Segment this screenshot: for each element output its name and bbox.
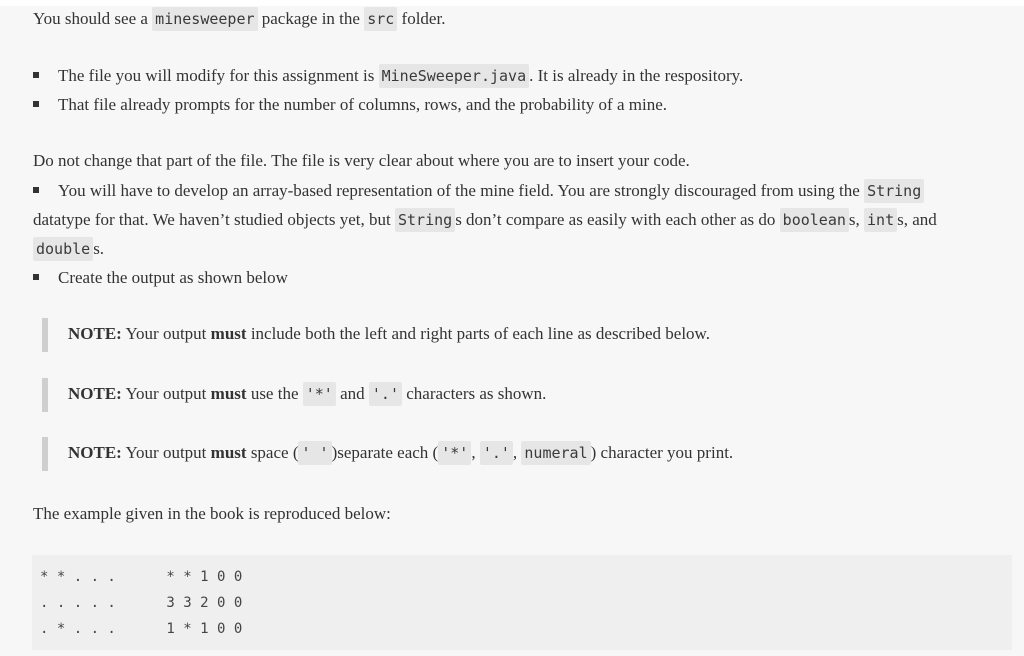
paragraph-do-not-change: Do not change that part of the file. The file is very clear about where you are to insert your code. bbox=[33, 151, 690, 170]
inline-code-boolean: boolean bbox=[780, 208, 849, 232]
code-line: * * . . . * * 1 0 0 bbox=[40, 569, 243, 585]
inline-code-numeral: numeral bbox=[521, 441, 590, 465]
list-item-array-representation-line3: double s. bbox=[33, 239, 104, 259]
bullet-icon bbox=[33, 101, 39, 107]
note-callout bbox=[42, 318, 710, 352]
inline-code-int: int bbox=[864, 208, 897, 232]
top-strip bbox=[0, 0, 1024, 6]
inline-code-star: '*' bbox=[438, 441, 471, 465]
inline-code-src: src bbox=[364, 7, 397, 31]
code-line: . * . . . 1 * 1 0 0 bbox=[40, 621, 243, 637]
inline-code-dot: '.' bbox=[480, 441, 513, 465]
inline-code-string: String bbox=[864, 179, 924, 203]
bullet-icon bbox=[33, 187, 39, 193]
bullet-icon bbox=[33, 274, 39, 280]
list-item-file-to-modify: The file you will modify for this assignment is MineSweeper.java . It is already in the respository. bbox=[58, 66, 743, 86]
inline-code-string: String bbox=[395, 208, 455, 232]
inline-code-star: '*' bbox=[303, 382, 336, 406]
note-text: NOTE: Your output must space ( ' ' )separate each ( '*' , '.' , numeral ) character you print. bbox=[68, 443, 733, 463]
list-item-array-representation: You will have to develop an array-based representation of the mine field. You are strongly discouraged from using the String bbox=[58, 181, 924, 201]
bullet-icon bbox=[33, 72, 39, 78]
inline-code-double: double bbox=[33, 237, 93, 261]
example-intro: The example given in the book is reproduced below: bbox=[33, 504, 391, 523]
note-text: NOTE: Your output must include both the left and right parts of each line as described below. bbox=[68, 324, 710, 343]
inline-code-minesweeper: minesweeper bbox=[152, 7, 257, 31]
code-block bbox=[32, 555, 1012, 650]
intro-paragraph: You should see a minesweeper package in the src folder. bbox=[33, 9, 445, 29]
inline-code-dot: '.' bbox=[369, 382, 402, 406]
note-callout bbox=[42, 378, 547, 412]
list-item-prompts: That file already prompts for the number of columns, rows, and the probability of a mine. bbox=[58, 95, 668, 114]
code-line: . . . . . 3 3 2 0 0 bbox=[40, 595, 243, 611]
list-item-create-output: Create the output as shown below bbox=[58, 268, 288, 287]
list-item-array-representation-line2: datatype for that. We haven’t studied objects yet, but String s don’t compare as easily with each other as do boolean s, int s, and bbox=[33, 210, 937, 230]
note-text: NOTE: Your output must use the '*' and '.' characters as shown. bbox=[68, 384, 546, 404]
note-callout bbox=[42, 437, 734, 471]
inline-code-space: ' ' bbox=[298, 441, 331, 465]
inline-code-minesweeper-java: MineSweeper.java bbox=[379, 64, 530, 88]
